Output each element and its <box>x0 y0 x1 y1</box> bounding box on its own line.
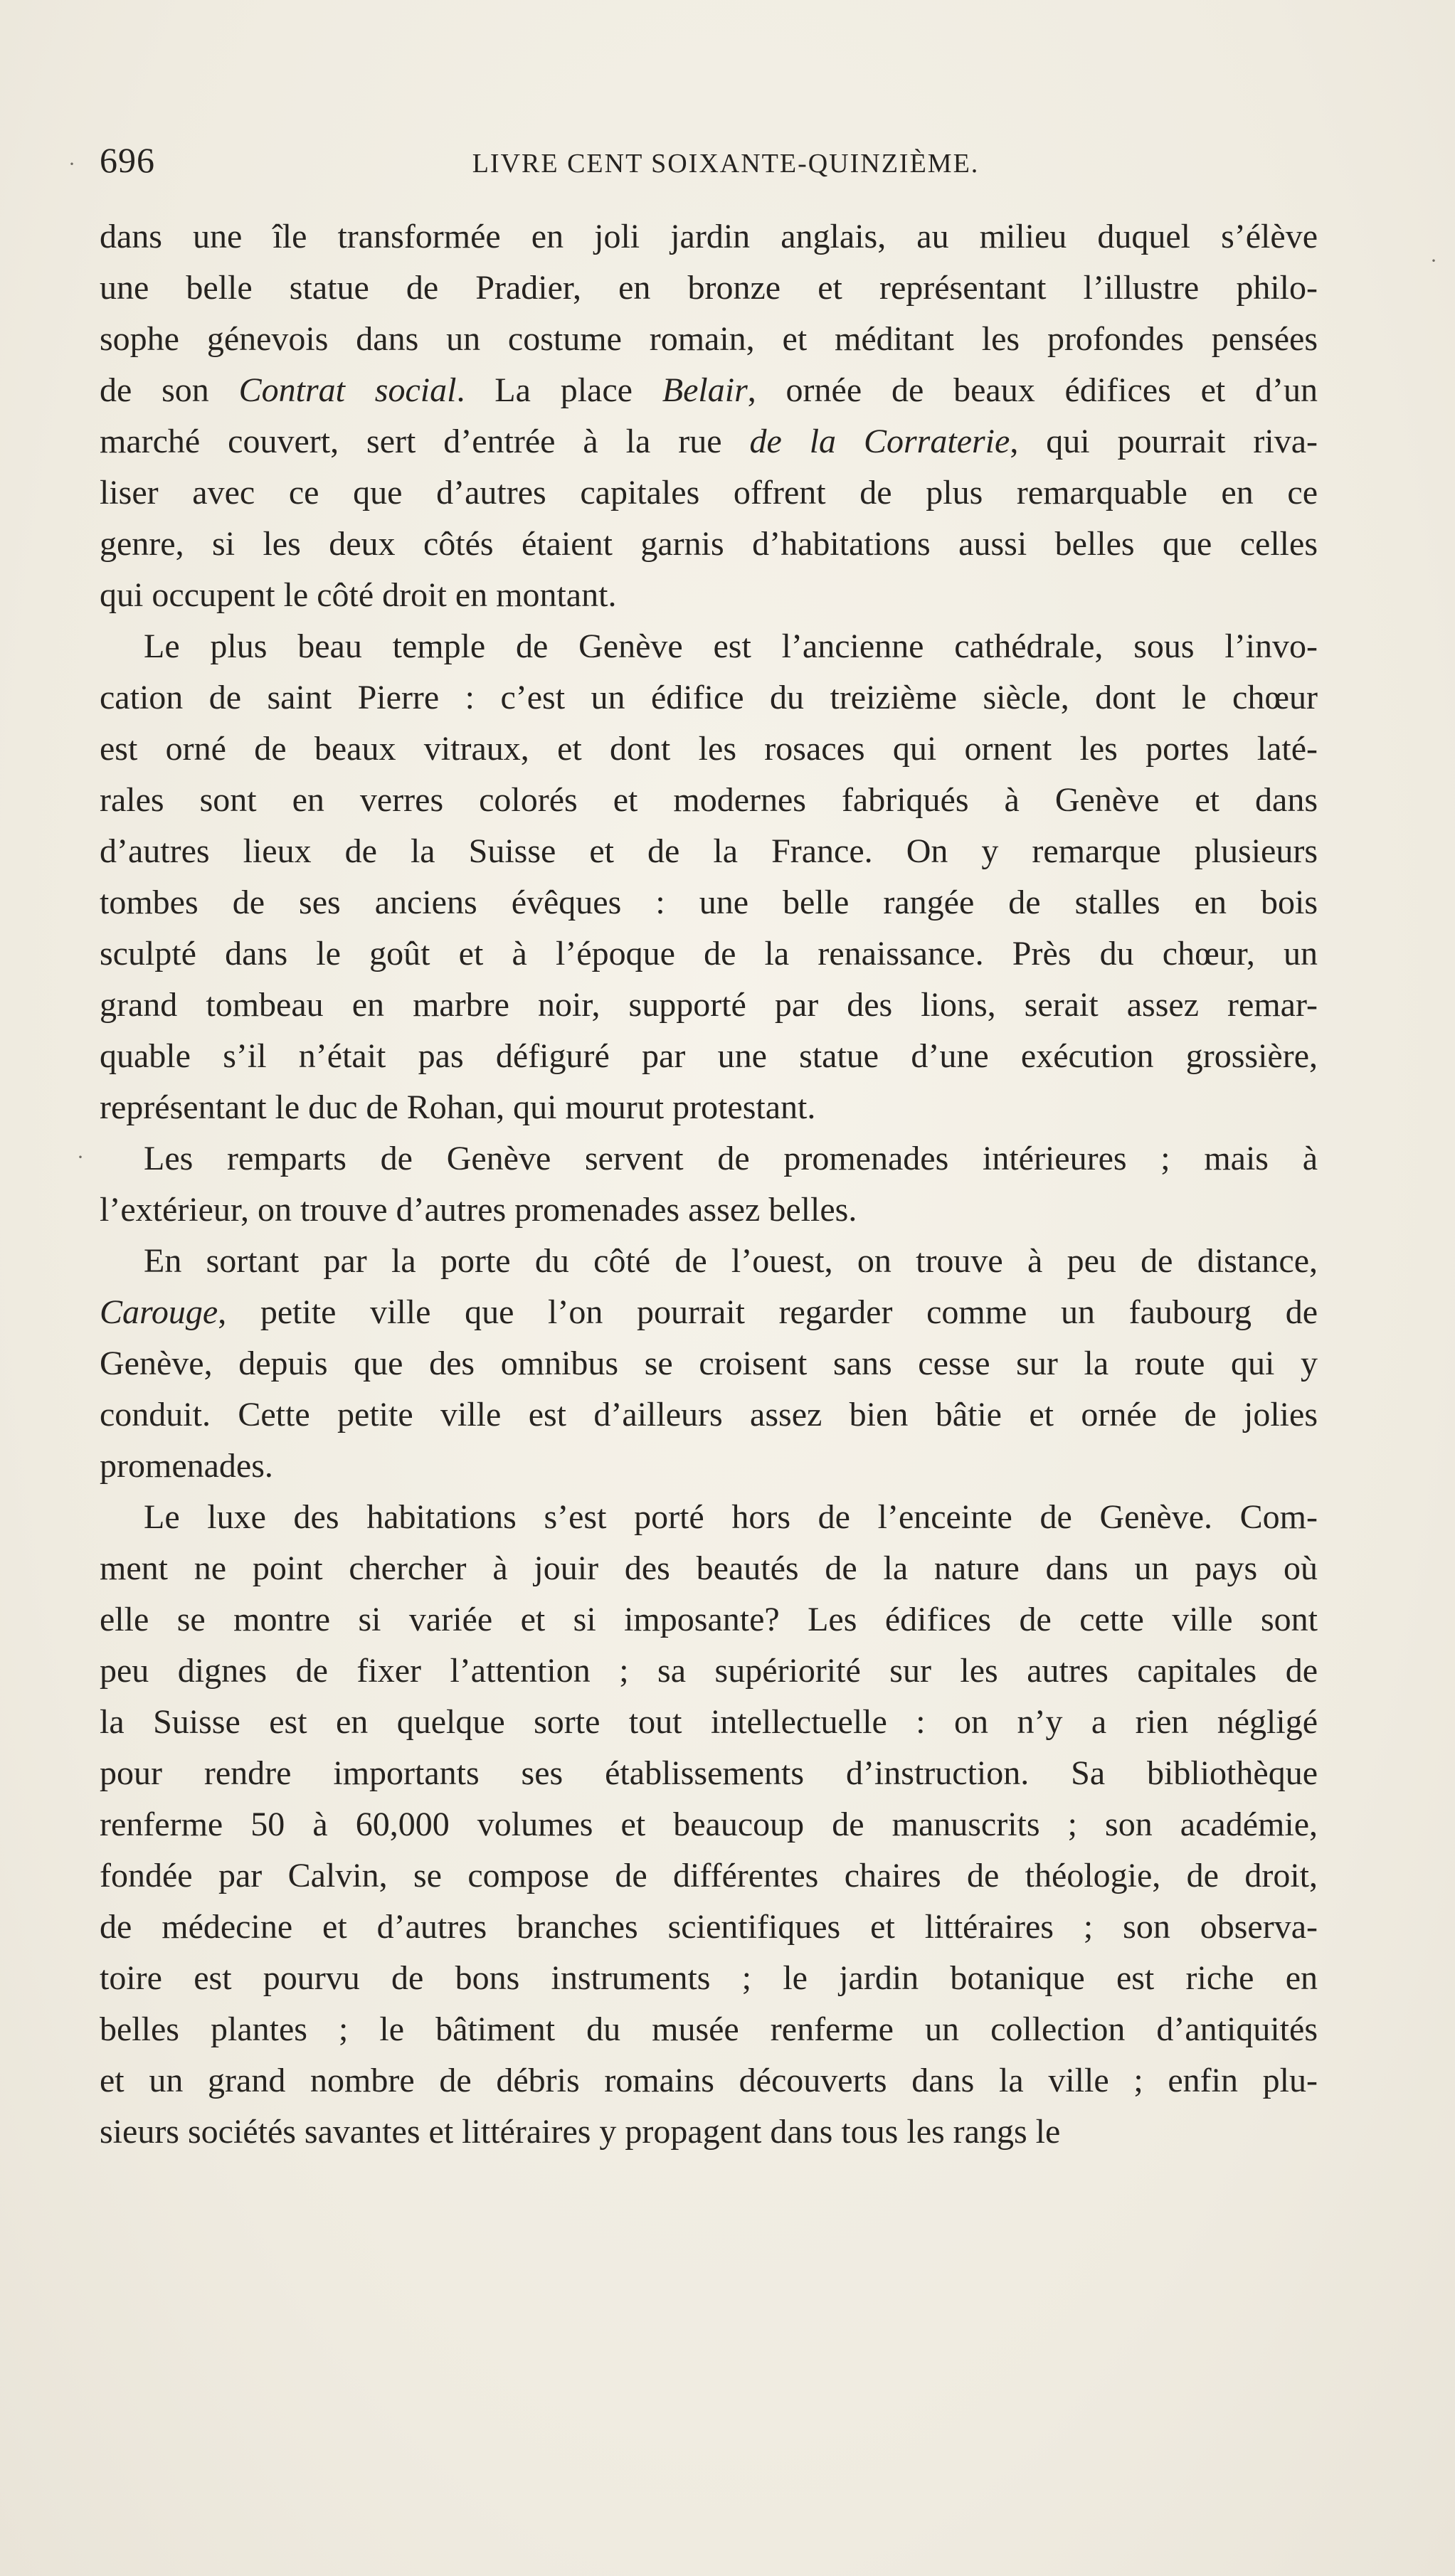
italic-text: de la Corraterie <box>749 423 1010 460</box>
text-line: Les remparts de Genève servent de promenades intérieures ; mais à <box>144 1140 1318 1177</box>
text-line: ment ne point chercher à jouir des beautés de la nature dans un pays où <box>100 1549 1318 1587</box>
text-line: Le luxe des habitations s’est porté hors de l’enceinte de Genève. Com- <box>144 1498 1318 1536</box>
text-line: et un grand nombre de débris romains découverts dans la ville ; enfin plu- <box>100 2062 1318 2099</box>
text-line: toire est pourvu de bons instruments ; le jardin botanique est riche en <box>100 1959 1318 1997</box>
text-line: En sortant par la porte du côté de l’ouest, on trouve à peu de distance, <box>144 1242 1318 1280</box>
text-span: , petite ville que l’on pourrait regarder comme un faubourg de <box>218 1293 1318 1331</box>
text-line: peu dignes de fixer l’attention ; sa supériorité sur les autres capitales de <box>100 1652 1318 1690</box>
text-line <box>100 416 1318 467</box>
text-line: Le plus beau temple de Genève est l’ancienne cathédrale, sous l’invo- <box>144 627 1318 665</box>
text-line: genre, si les deux côtés étaient garnis d’habitations aussi belles que celles <box>100 525 1318 563</box>
text-line: renferme 50 à 60,000 volumes et beaucoup de manuscrits ; son académie, <box>100 1806 1318 1843</box>
text-line: cation de saint Pierre : c’est un édifice du treizième siècle, dont le chœur <box>100 679 1318 716</box>
text-line: sieurs sociétés savantes et littéraires y propagent dans tous les rangs le <box>100 2113 1061 2151</box>
text-line: représentant le duc de Rohan, qui mourut protestant. <box>100 1088 816 1126</box>
text-line: l’extérieur, on trouve d’autres promenades assez belles. <box>100 1191 857 1229</box>
text-line: de médecine et d’autres branches scientifiques et littéraires ; son observa- <box>100 1908 1318 1946</box>
text-line: rales sont en verres colorés et modernes fabriqués à Genève et dans <box>100 781 1318 819</box>
text-line: d’autres lieux de la Suisse et de la France. On y remarque plusieurs <box>100 832 1318 870</box>
text-line: est orné de beaux vitraux, et dont les rosaces qui ornent les portes laté- <box>100 730 1318 768</box>
italic-text: Belair <box>662 371 748 409</box>
text-span: marché couvert, sert d’entrée à la rue <box>100 423 750 460</box>
italic-text: Contrat social <box>238 371 457 409</box>
text-line: tombes de ses anciens évêques : une belle rangée de stalles en bois <box>100 884 1318 921</box>
text-span: . La place <box>456 371 662 409</box>
margin-speck: · <box>1430 249 1437 272</box>
text-line: promenades. <box>100 1447 273 1485</box>
text-line: pour rendre importants ses établissements d’instruction. Sa bibliothèque <box>100 1754 1318 1792</box>
text-line: quable s’il n’était pas défiguré par une statue d’une exécution grossière, <box>100 1037 1318 1075</box>
text-line: qui occupent le côté droit en montant. <box>100 576 617 614</box>
text-line: sophe génevois dans un costume romain, et méditant les profondes pensées <box>100 320 1318 358</box>
text-line: fondée par Calvin, se compose de différentes chaires de théologie, de droit, <box>100 1857 1318 1894</box>
running-head <box>100 139 1352 182</box>
running-title: LIVRE CENT SOIXANTE-QUINZIÈME. <box>472 149 980 179</box>
page-number: 696 <box>100 140 155 180</box>
margin-speck: · <box>77 1145 84 1169</box>
body-text <box>100 211 1318 2158</box>
margin-speck: · <box>68 152 75 176</box>
text-line: la Suisse est en quelque sorte tout intellectuelle : on n’y a rien négligé <box>100 1703 1318 1741</box>
text-line: une belle statue de Pradier, en bronze et représentant l’illustre philo- <box>100 269 1318 307</box>
text-line: sculpté dans le goût et à l’époque de la renaissance. Près du chœur, un <box>100 935 1318 972</box>
text-line <box>100 365 1318 416</box>
text-line: liser avec ce que d’autres capitales offrent de plus remarquable en ce <box>100 474 1318 512</box>
text-line: belles plantes ; le bâtiment du musée renferme un collection d’antiquités <box>100 2010 1318 2048</box>
text-span: de son <box>100 371 239 409</box>
text-span: , ornée de beaux édifices et d’un <box>747 371 1318 409</box>
text-span: , qui pourrait riva- <box>1010 423 1318 460</box>
text-line: dans une île transformée en joli jardin anglais, au milieu duquel s’élève <box>100 218 1318 255</box>
text-line: Genève, depuis que des omnibus se croisent sans cesse sur la route qui y <box>100 1345 1318 1382</box>
text-line: conduit. Cette petite ville est d’ailleurs assez bien bâtie et ornée de jolies <box>100 1396 1318 1433</box>
text-line: grand tombeau en marbre noir, supporté par des lions, serait assez remar- <box>100 986 1318 1024</box>
text-line <box>100 1287 1318 1338</box>
italic-text: Carouge <box>100 1293 218 1331</box>
text-line: elle se montre si variée et si imposante? Les édifices de cette ville sont <box>100 1601 1318 1638</box>
